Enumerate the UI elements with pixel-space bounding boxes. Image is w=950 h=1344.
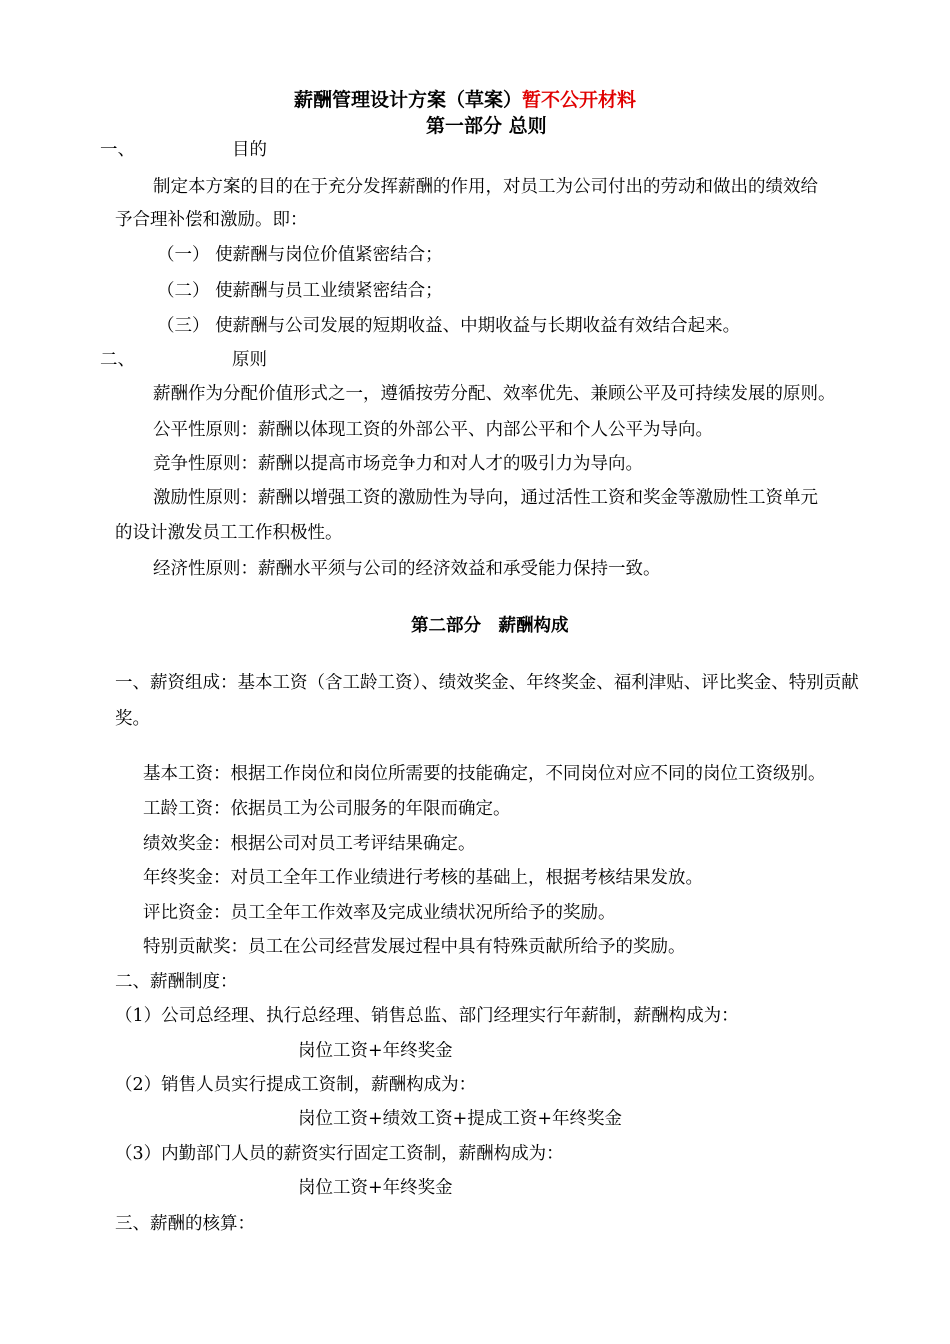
goal-item-3 bbox=[157, 314, 740, 338]
title-main: 薪酬管理设计方案（草案） bbox=[294, 89, 523, 111]
goal-item-number: （二） bbox=[157, 281, 210, 301]
salary-formula-2: 岗位工资+绩效工资+提成工资+年终奖金 bbox=[298, 1109, 622, 1129]
salary-components-line1: 一、薪资组成：基本工资（含工龄工资）、绩效奖金、年终奖金、福利津贴、评比奖金、特别贡献 bbox=[115, 673, 859, 693]
salary-system-3: （3）内勤部门人员的薪资实行固定工资制，薪酬构成为： bbox=[115, 1144, 564, 1164]
goal-item-number: （三） bbox=[157, 316, 210, 336]
goal-item-number: （一） bbox=[157, 245, 210, 265]
principle-economy: 经济性原则：薪酬水平须与公司的经济效益和承受能力保持一致。 bbox=[153, 559, 661, 579]
section2-title: 原则 bbox=[232, 350, 267, 370]
section1-number: 一、 bbox=[100, 140, 135, 160]
salary-calculation-heading: 三、薪酬的核算： bbox=[115, 1214, 255, 1234]
purpose-paragraph-line1: 制定本方案的目的在于充分发挥薪酬的作用，对员工为公司付出的劳动和做出的绩效给 bbox=[153, 177, 818, 197]
confidential-note: 暂不公开材料 bbox=[522, 89, 637, 111]
goal-item-1 bbox=[157, 243, 443, 267]
principle-competitiveness: 竞争性原则：薪酬以提高市场竞争力和对人才的吸引力为导向。 bbox=[153, 454, 643, 474]
section1-title: 目的 bbox=[232, 140, 267, 160]
definition-year-end-bonus: 年终奖金：对员工全年工作业绩进行考核的基础上，根据考核结果发放。 bbox=[143, 868, 703, 888]
salary-components-line2: 奖。 bbox=[115, 709, 150, 729]
principle-incentive-line1: 激励性原则：薪酬以增强工资的激励性为导向，通过活性工资和奖金等激励性工资单元 bbox=[153, 488, 818, 508]
definition-base-salary: 基本工资：根据工作岗位和岗位所需要的技能确定，不同岗位对应不同的岗位工资级别。 bbox=[143, 764, 826, 784]
definition-performance-bonus: 绩效奖金：根据公司对员工考评结果确定。 bbox=[143, 834, 476, 854]
salary-formula-3: 岗位工资+年终奖金 bbox=[298, 1178, 453, 1198]
salary-system-heading: 二、薪酬制度： bbox=[115, 972, 238, 992]
salary-system-1: （1）公司总经理、执行总经理、销售总监、部门经理实行年薪制，薪酬构成为： bbox=[115, 1006, 739, 1026]
definition-evaluation-bonus: 评比资金：员工全年工作效率及完成业绩状况所给予的奖励。 bbox=[143, 903, 616, 923]
goal-item-text: 使薪酬与公司发展的短期收益、中期收益与长期收益有效结合起来。 bbox=[215, 316, 741, 336]
definition-seniority-pay: 工龄工资：依据员工为公司服务的年限而确定。 bbox=[143, 799, 511, 819]
purpose-paragraph-line2: 予合理补偿和激励。即： bbox=[115, 210, 308, 230]
section2-number: 二、 bbox=[100, 350, 135, 370]
goal-item-2 bbox=[157, 279, 443, 303]
principle-general: 薪酬作为分配价值形式之一，遵循按劳分配、效率优先、兼顾公平及可持续发展的原则。 bbox=[153, 384, 836, 404]
part2-heading: 第二部分 薪酬构成 bbox=[411, 616, 569, 636]
salary-system-2: （2）销售人员实行提成工资制，薪酬构成为： bbox=[115, 1075, 477, 1095]
principle-incentive-line2: 的设计激发员工工作积极性。 bbox=[115, 523, 343, 543]
salary-formula-1: 岗位工资+年终奖金 bbox=[298, 1041, 453, 1061]
definition-special-award: 特别贡献奖：员工在公司经营发展过程中具有特殊贡献所给予的奖励。 bbox=[143, 937, 686, 957]
document-title bbox=[294, 88, 636, 112]
goal-item-text: 使薪酬与员工业绩紧密结合； bbox=[215, 281, 443, 301]
part1-heading: 第一部分 总则 bbox=[426, 115, 547, 137]
principle-fairness: 公平性原则：薪酬以体现工资的外部公平、内部公平和个人公平为导向。 bbox=[153, 420, 713, 440]
goal-item-text: 使薪酬与岗位价值紧密结合； bbox=[215, 245, 443, 265]
